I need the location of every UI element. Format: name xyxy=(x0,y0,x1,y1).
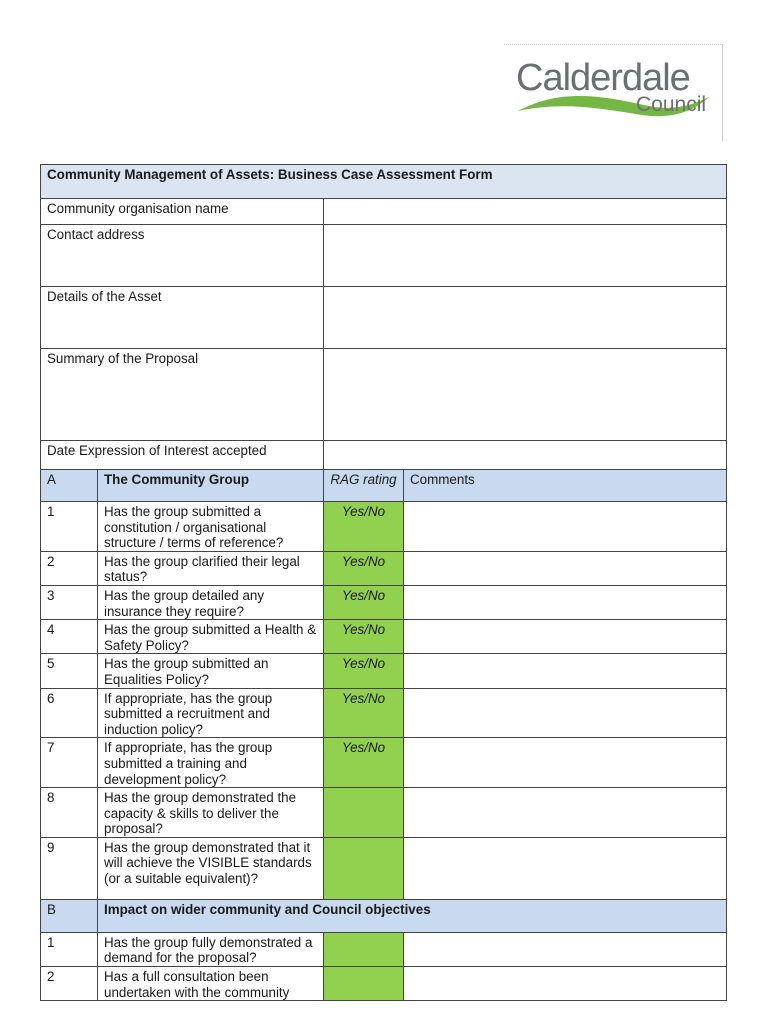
question-text: Has the group demonstrated the capacity & skills to deliver the proposal? xyxy=(98,788,324,838)
rag-rating-cell[interactable]: Yes/No xyxy=(324,654,404,688)
rag-rating-cell[interactable] xyxy=(324,967,404,1001)
field-value-organisation-name[interactable] xyxy=(324,199,727,225)
question-text: If appropriate, has the group submitted a recruitment and induction policy? xyxy=(98,688,324,738)
question-text: Has the group demonstrated that it will achieve the VISIBLE standards (or a suitable equivalent)? xyxy=(98,837,324,899)
question-row xyxy=(41,837,727,899)
question-number: 1 xyxy=(41,932,98,966)
section-b-letter: B xyxy=(41,899,98,932)
rag-rating-header: RAG rating xyxy=(324,470,404,502)
field-value-proposal-summary[interactable] xyxy=(324,349,727,441)
field-label-asset-details: Details of the Asset xyxy=(41,287,324,349)
comments-cell[interactable] xyxy=(404,837,727,899)
rag-rating-cell[interactable]: Yes/No xyxy=(324,502,404,552)
assessment-form-table xyxy=(40,164,727,1001)
rag-rating-cell[interactable]: Yes/No xyxy=(324,585,404,619)
logo-graphic xyxy=(504,45,722,141)
comments-cell[interactable] xyxy=(404,585,727,619)
rag-rating-cell[interactable]: Yes/No xyxy=(324,738,404,788)
question-text: Has the group fully demonstrated a demand for the proposal? xyxy=(98,932,324,966)
field-value-asset-details[interactable] xyxy=(324,287,727,349)
comments-cell[interactable] xyxy=(404,967,727,1001)
question-number: 1 xyxy=(41,502,98,552)
logo-council-text: Council xyxy=(636,93,707,116)
section-b-heading: Impact on wider community and Council objectives xyxy=(98,899,727,932)
rag-rating-cell[interactable] xyxy=(324,932,404,966)
question-row xyxy=(41,932,727,966)
question-row xyxy=(41,788,727,838)
field-label-proposal-summary: Summary of the Proposal xyxy=(41,349,324,441)
question-row xyxy=(41,551,727,585)
question-number: 6 xyxy=(41,688,98,738)
section-a-letter: A xyxy=(41,470,98,502)
comments-cell[interactable] xyxy=(404,654,727,688)
question-text: Has the group submitted a Health & Safety Policy? xyxy=(98,620,324,654)
question-number: 7 xyxy=(41,738,98,788)
form-title: Community Management of Assets: Business Case Assessment Form xyxy=(41,165,727,199)
question-row xyxy=(41,585,727,619)
question-number: 3 xyxy=(41,585,98,619)
question-text: Has a full consultation been undertaken with the community xyxy=(98,967,324,1001)
question-text: If appropriate, has the group submitted a training and development policy? xyxy=(98,738,324,788)
field-label-organisation-name: Community organisation name xyxy=(41,199,324,225)
question-text: Has the group detailed any insurance they require? xyxy=(98,585,324,619)
rag-rating-cell[interactable]: Yes/No xyxy=(324,620,404,654)
question-row xyxy=(41,654,727,688)
field-value-contact-address[interactable] xyxy=(324,225,727,287)
question-row xyxy=(41,967,727,1001)
question-number: 8 xyxy=(41,788,98,838)
question-number: 4 xyxy=(41,620,98,654)
question-row xyxy=(41,738,727,788)
question-number: 2 xyxy=(41,551,98,585)
question-row xyxy=(41,502,727,552)
comments-cell[interactable] xyxy=(404,620,727,654)
field-label-contact-address: Contact address xyxy=(41,225,324,287)
comments-cell[interactable] xyxy=(404,788,727,838)
calderdale-council-logo xyxy=(504,44,723,141)
section-b-header-row xyxy=(41,899,727,932)
rag-rating-cell[interactable] xyxy=(324,788,404,838)
question-number: 9 xyxy=(41,837,98,899)
comments-cell[interactable] xyxy=(404,502,727,552)
question-text: Has the group clarified their legal status? xyxy=(98,551,324,585)
question-number: 5 xyxy=(41,654,98,688)
field-label-eoi-date: Date Expression of Interest accepted xyxy=(41,441,324,470)
rag-rating-cell[interactable] xyxy=(324,837,404,899)
field-value-eoi-date[interactable] xyxy=(324,441,727,470)
question-row xyxy=(41,620,727,654)
rag-rating-cell[interactable]: Yes/No xyxy=(324,551,404,585)
comments-cell[interactable] xyxy=(404,688,727,738)
comments-cell[interactable] xyxy=(404,738,727,788)
question-row xyxy=(41,688,727,738)
question-number: 2 xyxy=(41,967,98,1001)
comments-cell[interactable] xyxy=(404,932,727,966)
comments-header: Comments xyxy=(404,470,727,502)
logo-wordmark: Calderdale xyxy=(516,57,690,99)
comments-cell[interactable] xyxy=(404,551,727,585)
question-text: Has the group submitted an Equalities Policy? xyxy=(98,654,324,688)
question-text: Has the group submitted a constitution / organisational structure / terms of reference? xyxy=(98,502,324,552)
rag-rating-cell[interactable]: Yes/No xyxy=(324,688,404,738)
section-a-heading: The Community Group xyxy=(98,470,324,502)
